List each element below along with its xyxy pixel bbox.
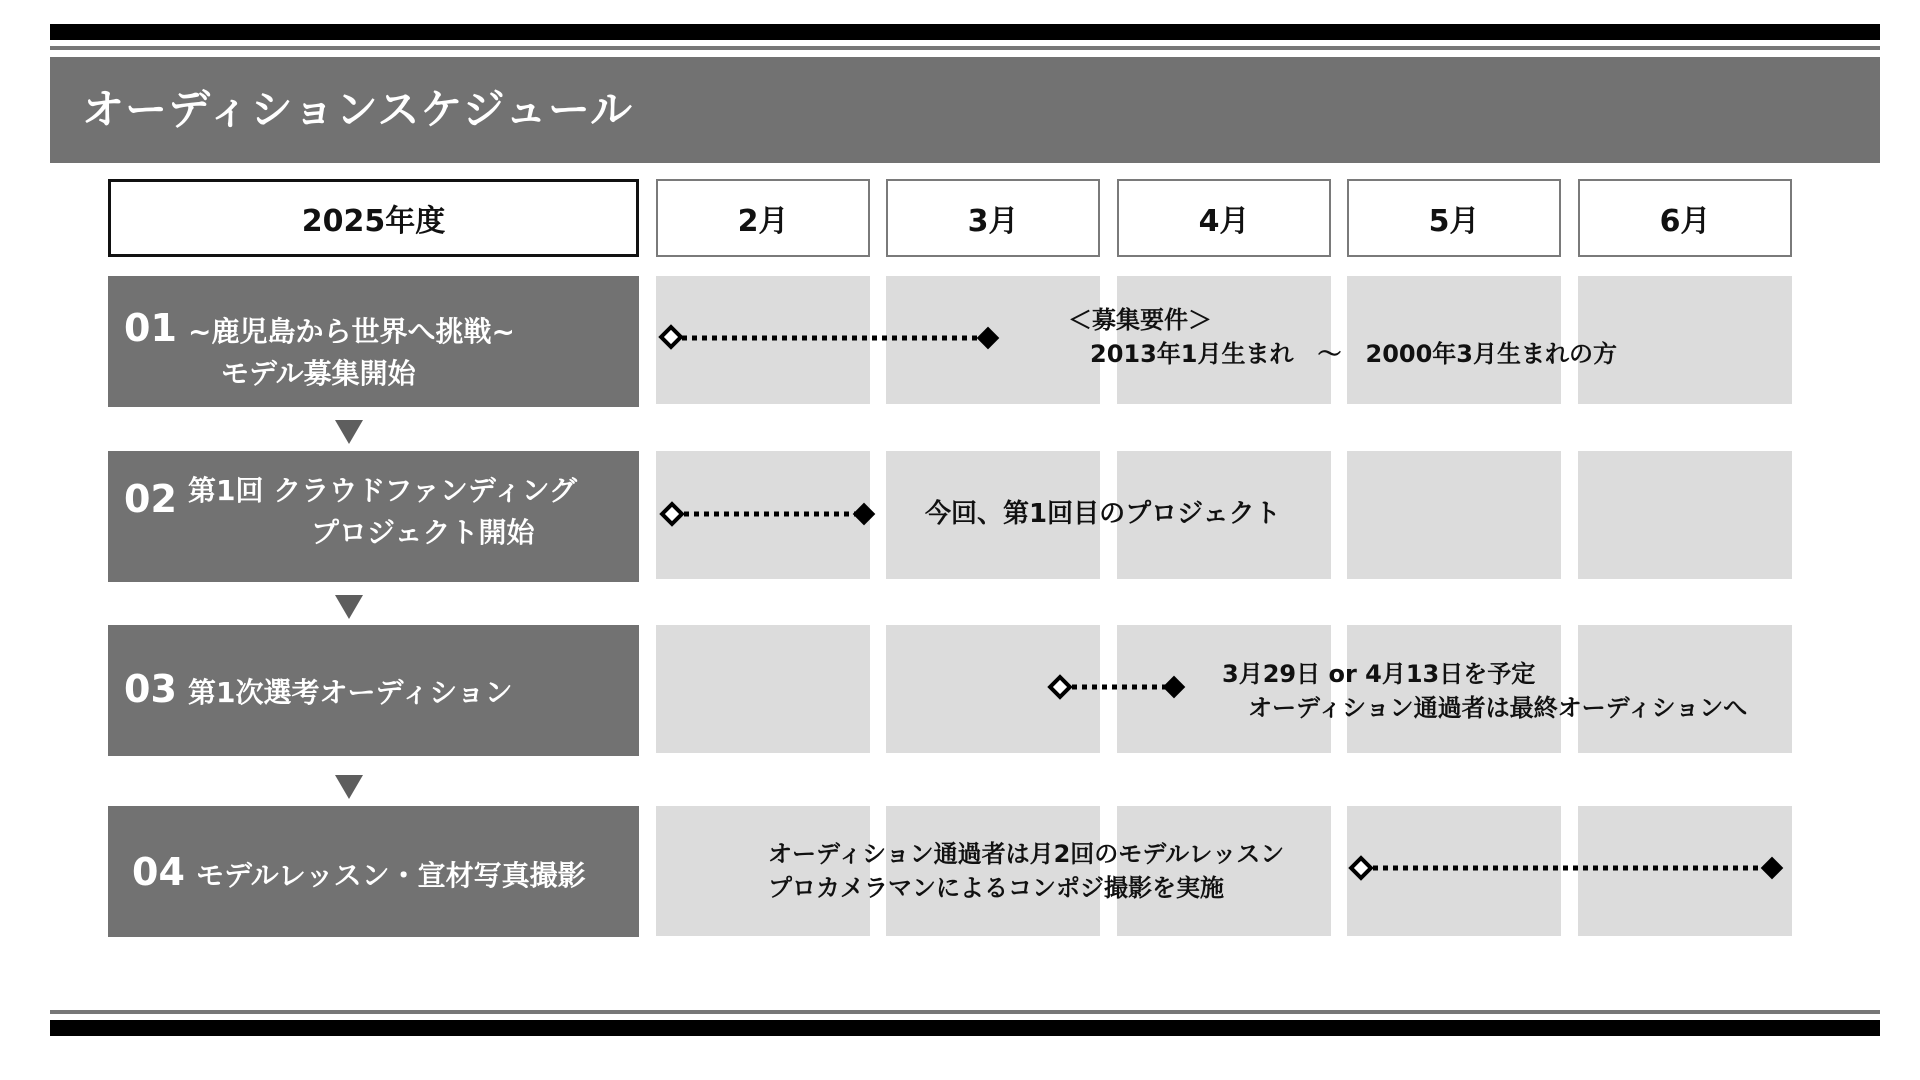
note-r4-line2: プロカメラマンによるコンポジ撮影を実施 [768,874,1224,902]
note-r1-line2: 2013年1月生まれ ～ 2000年3月生まれの方 [1090,340,1617,368]
task-title-01-line2: モデル募集開始 [221,357,416,390]
task-number-02: 02 [124,477,177,521]
month-header-mar: 3月 [886,179,1100,257]
month-header-may: 5月 [1347,179,1561,257]
note-r3-line2: オーディション通過者は最終オーディションへ [1248,694,1748,722]
start-marker-r2 [662,504,682,524]
task-title-03-line1: 第1次選考オーディション [188,676,513,709]
task-title-01-line1: ~鹿児島から世界へ挑戦~ [188,315,515,348]
note-r1-line1: ＜募集要件＞ [1068,306,1212,334]
task-number-01: 01 [124,306,177,350]
start-marker-r4 [1351,858,1371,878]
note-r2-line1: 今回、第1回目のプロジェクト [925,499,1281,529]
task-number-03: 03 [124,667,177,711]
page-title: オーディションスケジュール [82,85,634,134]
month-header-jun: 6月 [1578,179,1792,257]
bottom-rule-thin [50,1010,1880,1014]
note-r3-line1: 3月29日 or 4月13日を予定 [1222,660,1536,688]
task-title-02-line2: プロジェクト開始 [311,516,535,549]
start-marker-r1 [661,327,681,347]
month-header-feb: 2月 [656,179,870,257]
end-marker-r2 [853,503,876,526]
end-marker-r3 [1163,676,1186,699]
end-marker-r4 [1761,857,1784,880]
start-marker-r3 [1050,677,1070,697]
task-title-02-line1: 第1回 クラウドファンディング [188,474,578,507]
month-header-apr: 4月 [1117,179,1331,257]
task-title-04-line1: モデルレッスン・宣材写真撮影 [196,859,586,892]
year-header: 2025年度 [108,179,639,257]
end-marker-r1 [977,327,1000,350]
task-number-04: 04 [132,850,185,894]
bottom-rule-thick [50,1020,1880,1036]
note-r4-line1: オーディション通過者は月2回のモデルレッスン [768,840,1285,868]
